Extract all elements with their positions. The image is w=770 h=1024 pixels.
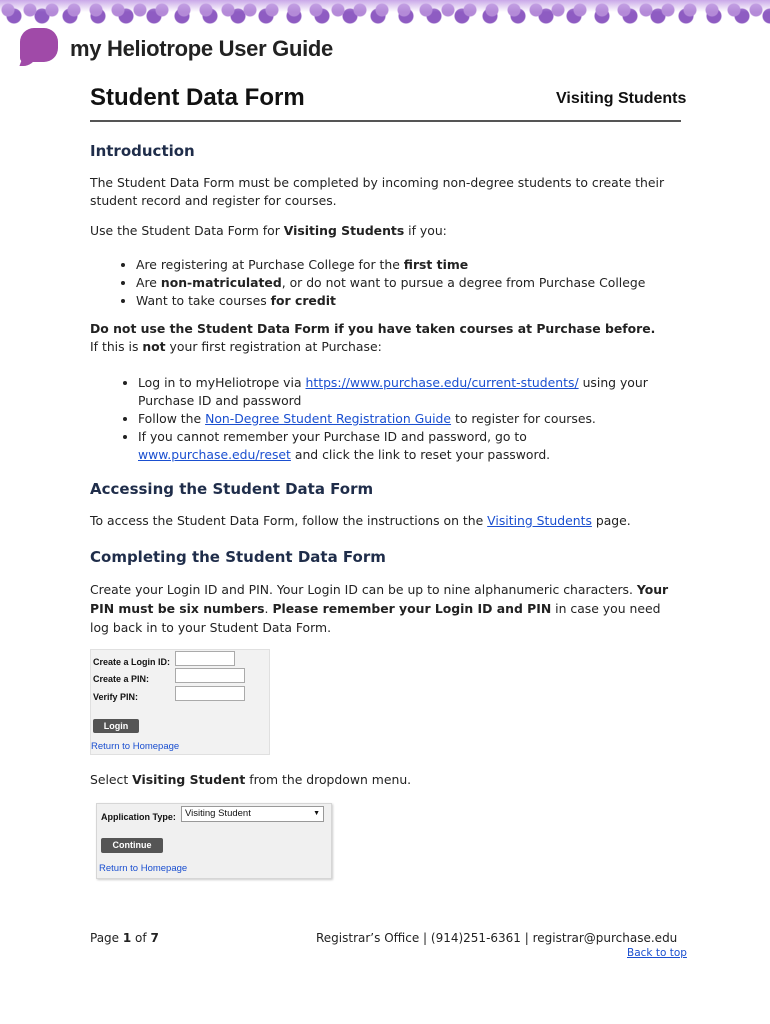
page-subtitle: Visiting Students [556,90,687,107]
page-number [90,931,159,945]
text: Page [90,931,123,945]
text: to register for courses. [451,411,596,426]
list-item [138,410,682,428]
text: Are registering at Purchase College for the [136,257,404,272]
return-homepage-link[interactable]: Return to Homepage [99,863,188,874]
list-item [138,374,682,410]
text-bold: Please remember your Login ID and PIN [272,601,552,616]
complete-paragraph [90,580,682,637]
registration-guide-link[interactable]: Non-Degree Student Registration Guide [205,411,452,426]
text: of [131,931,151,945]
list-item [138,428,682,464]
return-homepage-link[interactable]: Return to Homepage [91,741,180,752]
text: If you cannot remember your Purchase ID and password, go to [138,429,527,444]
title-divider [90,120,681,122]
text: Create your Login ID and PIN. Your Login ID can be up to nine alphanumeric characters. [90,582,637,597]
text-bold: non-matriculated [160,275,282,290]
login-id-input[interactable] [175,651,235,666]
text-bold: 7 [150,931,159,945]
page-title: Student Data Form [90,84,305,111]
text: Follow the [138,411,206,426]
access-paragraph [90,512,682,530]
back-to-top-link[interactable]: Back to top [627,947,687,959]
text: Want to take courses [136,293,271,308]
text-bold: Visiting Students [283,223,405,238]
list-item [136,256,682,274]
text-bold: Your PIN must be six numbers [90,582,669,616]
text: if you: [404,223,447,238]
document-body [90,130,682,879]
text: Are [136,275,161,290]
text-bold: not [142,339,166,354]
chevron-down-icon: ▼ [313,810,320,817]
text-bold: Do not use the Student Data Form if you have taken courses at Purchase before. [90,321,656,336]
pin-label: Create a PIN: [93,674,150,684]
banner-gradient [0,0,770,12]
use-for-paragraph [90,222,682,240]
intro-paragraph: The Student Data Form must be completed by incoming non-degree students to create their student record and register for courses. [90,175,665,208]
reset-password-link[interactable]: www.purchase.edu/reset [138,447,291,462]
text-bold: for credit [270,293,336,308]
text: from the dropdown menu. [245,772,412,787]
footer-contact: Registrar’s Office | (914)251-6361 | registrar@purchase.edu [316,931,678,945]
select-paragraph [90,771,682,789]
application-type-select[interactable] [181,806,324,822]
list-item [136,274,682,292]
selected-value: Visiting Student [185,808,251,819]
login-id-label: Create a Login ID: [93,657,171,667]
text: using your Purchase ID and password [138,375,648,408]
guide-title: my Heliotrope User Guide [70,36,333,61]
eligibility-list [90,256,682,310]
intro-heading: Introduction [90,142,195,160]
continue-button[interactable]: Continue [101,838,163,853]
text: Use the Student Data Form for [90,223,284,238]
application-type-label: Application Type: [101,812,176,822]
list-item [136,292,682,310]
text: your first registration at Purchase: [165,339,382,354]
login-button[interactable]: Login [93,719,139,733]
returning-list [90,374,682,464]
text: Log in to myHeliotrope via [138,375,306,390]
text-bold: first time [403,257,469,272]
returning-paragraph [90,338,682,356]
pin-input[interactable] [175,668,245,683]
verify-pin-label: Verify PIN: [93,692,139,702]
complete-heading: Completing the Student Data Form [90,548,386,566]
text: page. [591,513,631,528]
current-students-link[interactable]: https://www.purchase.edu/current-students/ [305,375,579,390]
access-heading: Accessing the Student Data Form [90,480,374,498]
text: To access the Student Data Form, follow the instructions on the [90,513,488,528]
visiting-students-link[interactable]: Visiting Students [487,513,592,528]
text-bold: 1 [122,931,132,945]
text: If this is [90,339,143,354]
text: and click the link to reset your password. [290,447,551,462]
text: . [264,601,273,616]
warning-text [90,320,682,338]
text: in case you need log back in to your Student Data Form. [90,601,661,635]
text-bold: Visiting Student [132,772,246,787]
text: Select [90,772,133,787]
text: , or do not want to pursue a degree from Purchase College [281,275,646,290]
application-type-screenshot [96,803,332,879]
login-screenshot [90,649,270,755]
verify-pin-input[interactable] [175,686,245,701]
